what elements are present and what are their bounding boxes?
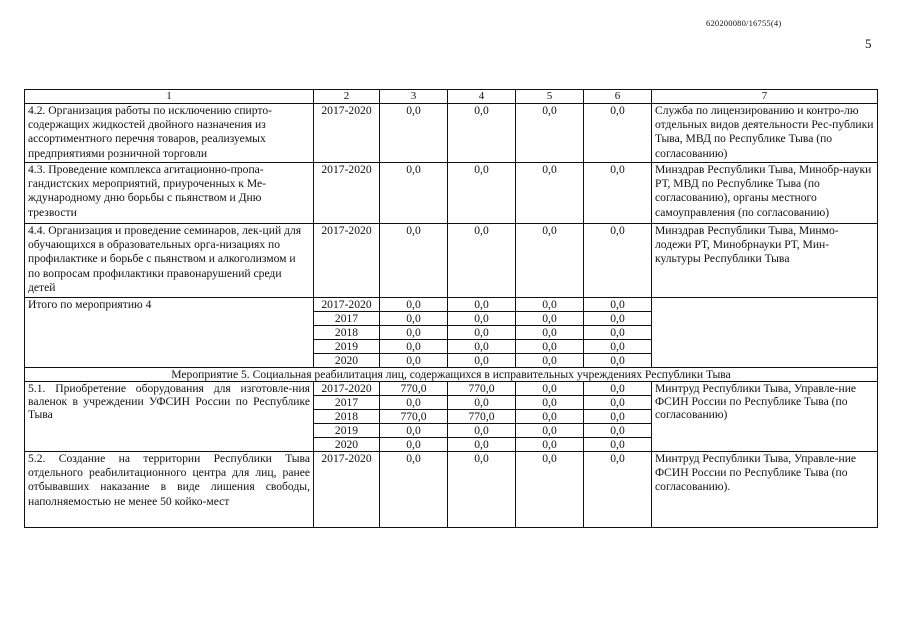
measures-table <box>24 89 878 528</box>
value-cell: 0,0 <box>516 382 584 396</box>
period-cell: 2017-2020 <box>314 298 380 312</box>
executor-cell: Минтруд Республики Тыва, Управле-ние ФСИН России по Республике Тыва (по согласованию) <box>652 382 878 452</box>
section-heading-row <box>25 368 878 382</box>
column-header: 1 <box>25 90 314 104</box>
value-cell: 0,0 <box>380 438 448 452</box>
value-cell: 0,0 <box>516 396 584 410</box>
value-cell: 0,0 <box>448 424 516 438</box>
period-cell: 2017-2020 <box>314 163 380 224</box>
value-cell: 0,0 <box>380 452 448 528</box>
period-cell: 2018 <box>314 410 380 424</box>
period-cell: 2017 <box>314 396 380 410</box>
value-cell: 0,0 <box>584 104 652 163</box>
value-cell: 0,0 <box>516 312 584 326</box>
value-cell: 0,0 <box>448 452 516 528</box>
value-cell: 0,0 <box>380 163 448 224</box>
value-cell: 0,0 <box>380 424 448 438</box>
value-cell: 0,0 <box>584 396 652 410</box>
value-cell: 0,0 <box>516 163 584 224</box>
period-cell: 2019 <box>314 424 380 438</box>
value-cell: 0,0 <box>516 452 584 528</box>
value-cell: 0,0 <box>448 340 516 354</box>
value-cell: 0,0 <box>516 104 584 163</box>
value-cell: 0,0 <box>380 396 448 410</box>
value-cell: 770,0 <box>380 382 448 396</box>
value-cell: 0,0 <box>584 438 652 452</box>
period-cell: 2017-2020 <box>314 104 380 163</box>
value-cell: 0,0 <box>516 354 584 368</box>
measure-name: 4.2. Организация работы по исключению спирто-содержащих жидкостей двойного назначения из ассортиментного перечня товаров, реализуемых предприятиями розничной торговли <box>25 104 314 163</box>
period-cell: 2018 <box>314 326 380 340</box>
value-cell: 0,0 <box>380 104 448 163</box>
table-row <box>25 163 878 224</box>
value-cell: 0,0 <box>516 410 584 424</box>
value-cell: 0,0 <box>380 312 448 326</box>
value-cell: 0,0 <box>448 326 516 340</box>
value-cell: 0,0 <box>448 438 516 452</box>
value-cell: 0,0 <box>448 354 516 368</box>
column-header: 4 <box>448 90 516 104</box>
value-cell: 770,0 <box>380 410 448 424</box>
executor-cell: Служба по лицензированию и контро-лю отдельных видов деятельности Рес-публики Тыва, МВД по Республике Тыва (по согласованию) <box>652 104 878 163</box>
executor-cell: Минздрав Республики Тыва, Минобр-науки РТ, МВД по Республике Тыва (по согласованию), органы местного самоуправления (по согласованию) <box>652 163 878 224</box>
value-cell: 0,0 <box>516 224 584 298</box>
measure-name: 4.3. Проведение комплекса агитационно-пропа-гандистских мероприятий, приуроченных к Ме-ждународному дню борьбы с пьянством и Дню трезвости <box>25 163 314 224</box>
value-cell: 0,0 <box>584 340 652 354</box>
table-row <box>25 224 878 298</box>
column-header: 2 <box>314 90 380 104</box>
value-cell: 0,0 <box>584 224 652 298</box>
column-header: 3 <box>380 90 448 104</box>
value-cell: 0,0 <box>584 410 652 424</box>
measure-name: 5.2. Создание на территории Республики Тыва отдельного реабилитационного центра для лиц, ранее отбывавших наказание в виде лишения свободы, наполняемостью не менее 50 койко-мест <box>25 452 314 528</box>
value-cell: 0,0 <box>380 298 448 312</box>
value-cell: 0,0 <box>380 224 448 298</box>
value-cell: 0,0 <box>380 340 448 354</box>
total-label: Итого по мероприятию 4 <box>25 298 314 368</box>
value-cell: 0,0 <box>584 312 652 326</box>
period-cell: 2017-2020 <box>314 382 380 396</box>
column-header: 5 <box>516 90 584 104</box>
document-id: 620200080/16755(4) <box>706 18 782 28</box>
value-cell: 0,0 <box>584 382 652 396</box>
table-row <box>25 382 878 396</box>
table-row <box>25 452 878 528</box>
value-cell: 0,0 <box>516 340 584 354</box>
value-cell: 770,0 <box>448 382 516 396</box>
period-cell: 2020 <box>314 354 380 368</box>
period-cell: 2019 <box>314 340 380 354</box>
period-cell: 2017-2020 <box>314 224 380 298</box>
value-cell: 0,0 <box>448 104 516 163</box>
executor-cell <box>652 298 878 368</box>
value-cell: 0,0 <box>516 438 584 452</box>
value-cell: 0,0 <box>584 452 652 528</box>
executor-cell: Минтруд Республики Тыва, Управле-ние ФСИН России по Республике Тыва (по согласованию). <box>652 452 878 528</box>
value-cell: 0,0 <box>584 326 652 340</box>
value-cell: 0,0 <box>448 312 516 326</box>
period-cell: 2017 <box>314 312 380 326</box>
value-cell: 0,0 <box>584 298 652 312</box>
table-row <box>25 298 878 312</box>
column-header: 6 <box>584 90 652 104</box>
period-cell: 2017-2020 <box>314 452 380 528</box>
page-number: 5 <box>865 36 872 51</box>
value-cell: 0,0 <box>448 224 516 298</box>
value-cell: 0,0 <box>584 424 652 438</box>
value-cell: 0,0 <box>516 298 584 312</box>
value-cell: 0,0 <box>584 163 652 224</box>
value-cell: 0,0 <box>448 396 516 410</box>
measure-name: 5.1. Приобретение оборудования для изготовле-ния валенок в учреждении УФСИН России по Республике Тыва <box>25 382 314 452</box>
executor-cell: Минздрав Республики Тыва, Минмо-лодежи РТ, Минобрнауки РТ, Мин-культуры Республики Тывa <box>652 224 878 298</box>
measure-name: 4.4. Организация и проведение семинаров, лек-ций для обучающихся в образовательных орга-низациях по профилактике и борьбе с пьянством и алкоголизмом и по вопросам профилактики правонарушений среди детей <box>25 224 314 298</box>
value-cell: 0,0 <box>516 424 584 438</box>
period-cell: 2020 <box>314 438 380 452</box>
value-cell: 770,0 <box>448 410 516 424</box>
value-cell: 0,0 <box>584 354 652 368</box>
section-heading: Мероприятие 5. Социальная реабилитация лиц, содержащихся в исправительных учреждениях Республики Тыва <box>25 368 878 382</box>
value-cell: 0,0 <box>380 326 448 340</box>
table-row <box>25 104 878 163</box>
value-cell: 0,0 <box>516 326 584 340</box>
value-cell: 0,0 <box>448 163 516 224</box>
column-header-row <box>25 90 878 104</box>
value-cell: 0,0 <box>380 354 448 368</box>
value-cell: 0,0 <box>448 298 516 312</box>
column-header: 7 <box>652 90 878 104</box>
